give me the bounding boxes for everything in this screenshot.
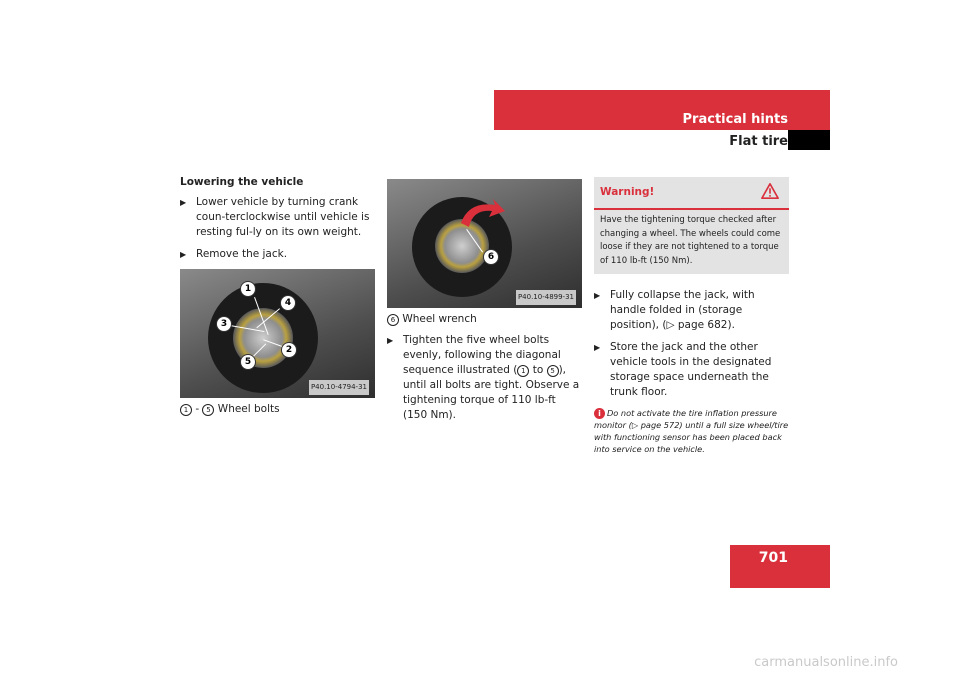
callout-3: 3: [216, 316, 232, 332]
rotation-arrow-icon: [457, 197, 507, 235]
header-bar: [494, 90, 830, 130]
wheel-wrench-caption: 6 Wheel wrench: [387, 312, 582, 327]
step-tighten-bolts: ▶ Tighten the five wheel bolts evenly, following the diagonal sequence illustrated ( 1 to 5 ), until all bolts are tight. Observe a tightening torque of 110 lb-ft (150 Nm).: [387, 333, 582, 423]
caption-num-end: 5: [202, 404, 214, 416]
figure-code: P40.10-4899-31: [516, 290, 576, 305]
callout-1: 1: [240, 281, 256, 297]
info-note-text: Do not activate the tire inflation pressure monitor (▷ page 572) until a full size wheel/tire with functioning sensor has been placed back into service on the vehicle.: [594, 408, 789, 454]
caption-num: 6: [387, 314, 399, 326]
info-note: [594, 407, 789, 455]
wheel-bolts-photo: [180, 269, 375, 398]
callout-5: 5: [240, 354, 256, 370]
page-number-box: [730, 545, 830, 588]
warning-triangle-icon: [761, 182, 779, 200]
caption-num-start: 1: [180, 404, 192, 416]
step-store-tools: ▶ Store the jack and the other vehicle tools in the designated storage space underneath the trunk floor.: [594, 340, 789, 400]
warning-box: [594, 177, 789, 274]
column-3: [594, 177, 789, 455]
subsection-title: Flat tire: [729, 134, 788, 149]
warning-text: Have the tightening torque checked after changing a wheel. The wheels could come loose if they are not tightened to a torque of 110 lb-ft (150 Nm).: [600, 215, 781, 266]
watermark: carmanualsonline.info: [754, 655, 898, 670]
warning-title: Warning!: [600, 186, 655, 198]
callout-2: 2: [281, 342, 297, 358]
step-collapse-jack: ▶ Fully collapse the jack, with handle folded in (storage position), (▷ page 682).: [594, 288, 789, 333]
callout-6: 6: [483, 249, 499, 265]
step-remove-jack: ▶ Remove the jack.: [180, 247, 375, 262]
wheel-bolts-caption: 1 - 5 Wheel bolts: [180, 402, 375, 417]
page-number: 701: [758, 550, 788, 566]
step-lower-vehicle: ▶ Lower vehicle by turning crank coun-terclockwise until vehicle is resting ful-ly on its own weight.: [180, 195, 375, 240]
column-2: [387, 179, 582, 430]
wheel-wrench-photo: [387, 179, 582, 308]
figure-code: P40.10-4794-31: [309, 380, 369, 395]
section-heading: Lowering the vehicle: [180, 176, 304, 188]
info-icon: i: [594, 408, 605, 419]
column-1: [180, 175, 375, 423]
header-sub-row: [494, 130, 830, 150]
callout-4: 4: [280, 295, 296, 311]
section-title: Practical hints: [682, 112, 788, 127]
warning-header: [594, 177, 789, 210]
black-tab: [788, 130, 830, 150]
